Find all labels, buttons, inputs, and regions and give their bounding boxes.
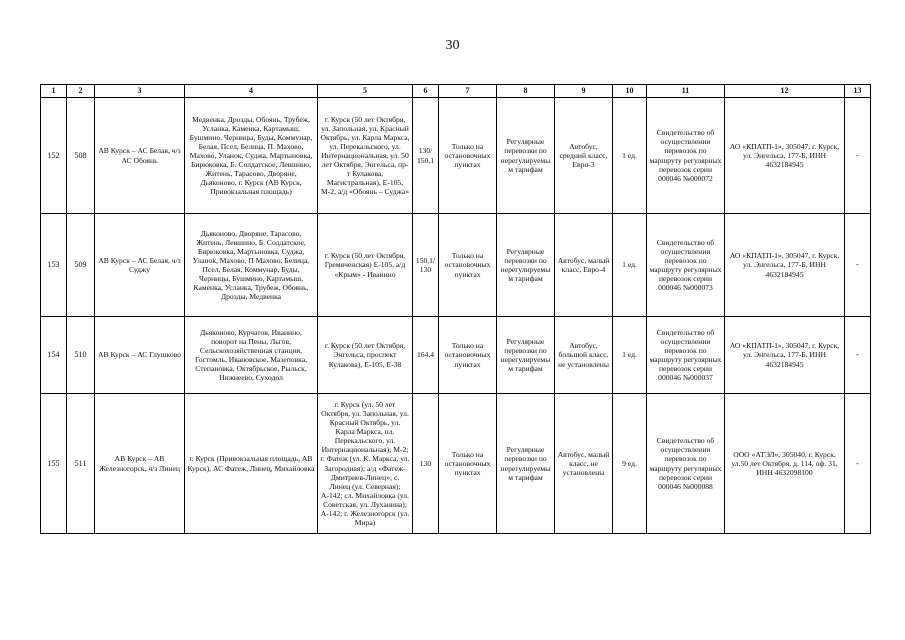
col-header-10: 10 xyxy=(613,85,647,98)
stops-cell: г. Курск (Привокзальная площадь, АВ Курск), АС Фатеж, Линец, Михайловка xyxy=(185,394,318,534)
table-row xyxy=(41,98,871,214)
carrier-cell: АО «КПАТП-1», 305047, г. Курск, ул. Энгельса, 177-Б, ИНН 4632184945 xyxy=(725,214,845,317)
streets-cell: г. Курск (ул. 50 лет Октября, ул. Запольная, ул. Красный Октябрь, ул. Карла Маркса, пл. Перекальского, ул. Интернациональная); М-2; г. Фатеж (ул. К. Маркса, ул. Загородная); а/д «Фатеж-Дмитриев-Линец»; с. Линец (ул. Северная); А-142; сл. Михайловка (ул. Советская, ул. Луханина); А-142; г. Железногорск (ул. Мира) xyxy=(318,394,413,534)
stops-cell: Дьяконово, Курчатов, Иванино, поворот на Пены, Льгов, Сельскохозяйственная станция, Гостомль, Ивановское, Мазеповка, Степановка, Октябрьское, Рыльск, Нижнеево, Суходол xyxy=(185,317,318,394)
row-number-cell: 154 xyxy=(41,317,67,394)
vehicle-cell: Автобус, большой класс, не установлены xyxy=(555,317,613,394)
vehicle-cell: Автобус, малый класс, Евро-4 xyxy=(555,214,613,317)
route-number-cell: 509 xyxy=(67,214,95,317)
route-name-cell: АВ Курск – АС Белая, ч/з Суджу xyxy=(95,214,185,317)
route-name-cell: АВ Курск – АВ Железногорск, ч/з Линец xyxy=(95,394,185,534)
certificate-cell: Свидетельство об осуществлении перевозок по маршруту регулярных перевозок серии 000046 №000073 xyxy=(647,214,725,317)
col-header-6: 6 xyxy=(413,85,439,98)
streets-cell: г. Курск (50 лет Октября, Энгельса, проспект Кулакова), Е-105, Е-38 xyxy=(318,317,413,394)
col-header-7: 7 xyxy=(439,85,497,98)
streets-cell: г. Курск (50 лет Октября, ул. Запольная, ул. Красный Октябрь, ул. Карла Маркса, ул. Перекальского, ул. Интернациональная, ул. 50 лет Октября, Энгельса, пр-т Кулакова, Магистральная), Е-105, М-2, а/д «Обоянь – Суджа» xyxy=(318,98,413,214)
certificate-cell: Свидетельство об осуществлении перевозок по маршруту регулярных перевозок серии 000046 №000088 xyxy=(647,394,725,534)
notes-cell: - xyxy=(845,214,871,317)
transport-type-cell: Регулярные перевозки по нерегулируемым тарифам xyxy=(497,394,555,534)
notes-cell: - xyxy=(845,98,871,214)
col-header-1: 1 xyxy=(41,85,67,98)
boarding-cell: Только на остановочных пунктах xyxy=(439,98,497,214)
transport-type-cell: Регулярные перевозки по нерегулируемым тарифам xyxy=(497,98,555,214)
col-header-9: 9 xyxy=(555,85,613,98)
boarding-cell: Только на остановочных пунктах xyxy=(439,214,497,317)
route-name-cell: АВ Курск – АС Белая, ч/з АС Обоянь xyxy=(95,98,185,214)
stops-cell: Медвенка, Дрозды, Обоянь, Трубеж, Усланка, Каменка, Картамыш, Бушмино, Черницы, Буды, Коммунар, Белая, Псел, Белица, П. Махово, Махово, Уланок, Суджа, Мартыновка, Бирюковка, Б. Солдатское, Левшино, Житень, Тарасово, Дворяне, Дьяконово, г. Курск (АВ Курск, Привокзальная площадь) xyxy=(185,98,318,214)
table-row xyxy=(41,317,871,394)
col-header-8: 8 xyxy=(497,85,555,98)
col-header-3: 3 xyxy=(95,85,185,98)
vehicle-count-cell: 1 ед. xyxy=(613,214,647,317)
table-row xyxy=(41,214,871,317)
carrier-cell: АО «КПАТП-1», 305047, г. Курск, ул. Энгельса, 177-Б, ИНН 4632184945 xyxy=(725,98,845,214)
route-number-cell: 508 xyxy=(67,98,95,214)
header-row xyxy=(41,85,871,98)
row-number-cell: 153 xyxy=(41,214,67,317)
col-header-12: 12 xyxy=(725,85,845,98)
certificate-cell: Свидетельство об осуществлении перевозок по маршруту регулярных перевозок серии 000046 №000072 xyxy=(647,98,725,214)
col-header-13: 13 xyxy=(845,85,871,98)
transport-type-cell: Регулярные перевозки по нерегулируемым тарифам xyxy=(497,214,555,317)
routes-table xyxy=(40,84,871,534)
col-header-5: 5 xyxy=(318,85,413,98)
vehicle-cell: Автобус, малый класс, не установлены xyxy=(555,394,613,534)
length-cell: 150,1/ 130 xyxy=(413,214,439,317)
length-cell: 130 xyxy=(413,394,439,534)
vehicle-count-cell: 9 ед. xyxy=(613,394,647,534)
notes-cell: - xyxy=(845,317,871,394)
row-number-cell: 152 xyxy=(41,98,67,214)
col-header-11: 11 xyxy=(647,85,725,98)
carrier-cell: ООО «АТЭЛ», 305040, г. Курск, ул.50 лет Октября, д. 114, оф. 31, ИНН 4632098100 xyxy=(725,394,845,534)
col-header-4: 4 xyxy=(185,85,318,98)
vehicle-count-cell: 1 ед. xyxy=(613,98,647,214)
notes-cell: - xyxy=(845,394,871,534)
row-number-cell: 155 xyxy=(41,394,67,534)
route-number-cell: 510 xyxy=(67,317,95,394)
table-row xyxy=(41,394,871,534)
boarding-cell: Только на остановочных пунктах xyxy=(439,317,497,394)
streets-cell: г. Курск (50 лет Октября, Гремяченская) Е-105, а/д «Крым» - Иванино xyxy=(318,214,413,317)
stops-cell: Дьяконово, Дворяне, Тарасово, Житень, Левшино, Б. Солдатское, Бирюковка, Мартыновка, Суджа, Уланок, Махово, П Махово, Белица, Псел, Белая, Коммунар, Буды, Черницы, Бушмино, Картамыш, Каменка, Усланка, Трубеж, Обоянь, Дрозды, Медвенка xyxy=(185,214,318,317)
certificate-cell: Свидетельство об осуществлении перевозок по маршруту регулярных перевозок серии 000046 №000037 xyxy=(647,317,725,394)
page-number: 30 xyxy=(445,38,460,53)
route-name-cell: АВ Курск – АС Глушково xyxy=(95,317,185,394)
transport-type-cell: Регулярные перевозки по нерегулируемым тарифам xyxy=(497,317,555,394)
route-number-cell: 511 xyxy=(67,394,95,534)
vehicle-cell: Автобус, средний класс, Евро-3 xyxy=(555,98,613,214)
col-header-2: 2 xyxy=(67,85,95,98)
vehicle-count-cell: 1 ед. xyxy=(613,317,647,394)
length-cell: 164,4 xyxy=(413,317,439,394)
length-cell: 130/ 150,1 xyxy=(413,98,439,214)
carrier-cell: АО «КПАТП-1», 305047, г. Курск, ул. Энгельса, 177-Б, ИНН 4632184945 xyxy=(725,317,845,394)
boarding-cell: Только на остановочных пунктах xyxy=(439,394,497,534)
